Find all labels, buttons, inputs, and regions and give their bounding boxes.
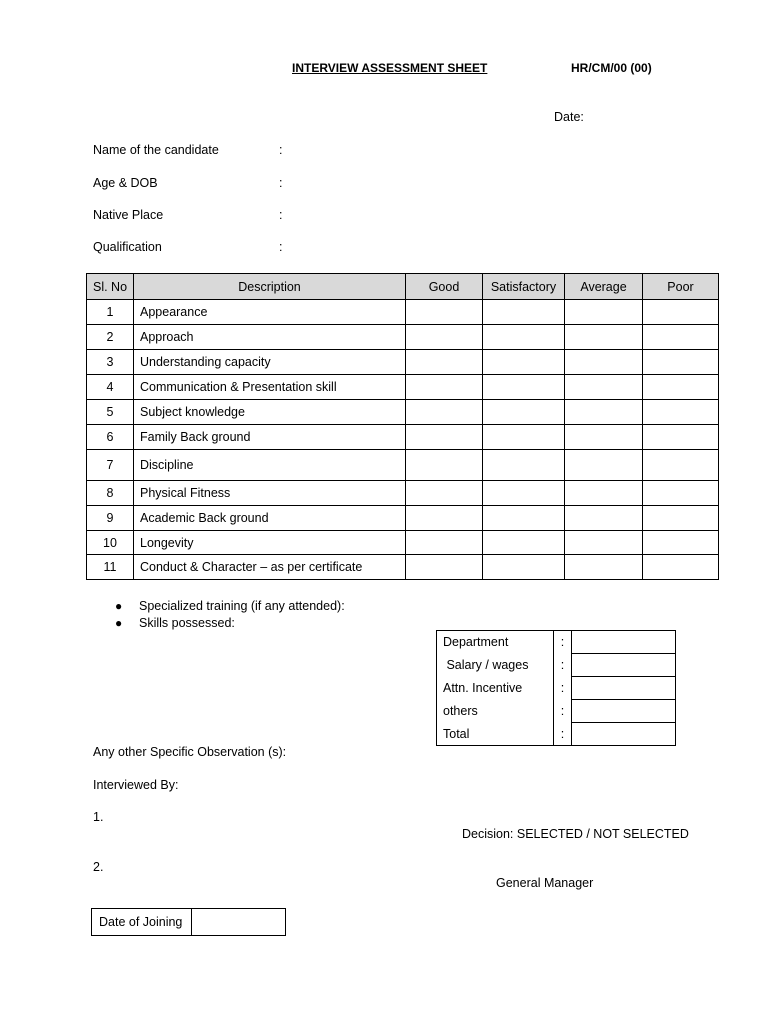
skills-possessed-label: Skills possessed: [139,615,235,630]
table-row [87,506,719,531]
rating-cell-average[interactable] [565,481,643,506]
row-description: Appearance [134,300,406,325]
col-header-poor: Poor [643,274,719,300]
rating-cell-poor[interactable] [643,375,719,400]
rating-cell-satisfactory[interactable] [483,400,565,425]
rating-cell-average[interactable] [565,506,643,531]
total-colon: : [554,723,572,746]
interviewed-by-label: Interviewed By: [93,778,179,792]
date-of-joining-field[interactable] [192,909,286,936]
rating-cell-poor[interactable] [643,450,719,481]
date-of-joining-label: Date of Joining [92,909,192,936]
native-place-label: Native Place [93,208,164,222]
row-number: 1 [87,300,134,325]
attn-incentive-colon: : [560,681,565,695]
table-row [87,300,719,325]
age-dob-colon: : [279,176,283,190]
rating-cell-satisfactory[interactable] [483,450,565,481]
rating-cell-poor[interactable] [643,350,719,375]
department-label: Department [437,631,554,654]
row-number: 6 [87,425,134,450]
salary-wages-label: Salary / wages [437,654,554,677]
row-number: 8 [87,481,134,506]
candidate-name-label: Name of the candidate [93,143,219,157]
rating-cell-average[interactable] [565,555,643,580]
rating-cell-average[interactable] [565,425,643,450]
table-row [87,450,719,481]
table-row [87,425,719,450]
rating-cell-average[interactable] [565,400,643,425]
department-field[interactable] [572,631,676,654]
bullet-icon: ● [115,615,123,630]
row-description: Conduct & Character – as per certificate [134,555,406,580]
rating-cell-good[interactable] [406,325,483,350]
candidate-name-colon: : [279,143,283,157]
rating-cell-satisfactory[interactable] [483,300,565,325]
list-item [115,614,345,631]
row-description: Physical Fitness [134,481,406,506]
salary-row-others [437,700,676,723]
table-row [87,375,719,400]
row-number: 7 [87,450,134,481]
row-description: Subject knowledge [134,400,406,425]
table-row [87,350,719,375]
col-header-good: Good [406,274,483,300]
bullet-icon: ● [115,598,123,613]
others-colon: : [560,704,565,718]
rating-cell-poor[interactable] [643,325,719,350]
native-place-colon: : [279,208,283,222]
decision-label: Decision: SELECTED / NOT SELECTED [462,827,689,841]
rating-cell-good[interactable] [406,450,483,481]
table-row [87,400,719,425]
rating-cell-average[interactable] [565,450,643,481]
row-number: 4 [87,375,134,400]
salary-wages-field[interactable] [572,654,676,677]
rating-cell-poor[interactable] [643,506,719,531]
salary-row-attn-incentive [437,677,676,700]
row-description: Family Back ground [134,425,406,450]
rating-cell-satisfactory[interactable] [483,555,565,580]
interviewer-1-label: 1. [93,810,104,824]
specialized-training-label: Specialized training (if any attended): [139,598,345,613]
rating-cell-good[interactable] [406,350,483,375]
interviewer-2-label: 2. [93,860,104,874]
rating-cell-good[interactable] [406,375,483,400]
row-number: 10 [87,531,134,555]
row-description: Approach [134,325,406,350]
rating-cell-satisfactory[interactable] [483,350,565,375]
col-header-sl-no: Sl. No [87,274,134,300]
row-number: 3 [87,350,134,375]
salary-row-department [437,631,676,654]
rating-cell-average[interactable] [565,350,643,375]
attn-incentive-field[interactable] [572,677,676,700]
salary-row-salary-wages [437,654,676,677]
rating-cell-poor[interactable] [643,300,719,325]
table-row [87,481,719,506]
row-number: 9 [87,506,134,531]
salary-row-total [437,723,676,746]
attn-incentive-label: Attn. Incentive [437,677,554,700]
others-field[interactable] [572,700,676,723]
assessment-header-row [87,274,719,300]
rating-cell-good[interactable] [406,400,483,425]
rating-cell-satisfactory[interactable] [483,425,565,450]
rating-cell-average[interactable] [565,531,643,555]
rating-cell-satisfactory[interactable] [483,506,565,531]
row-number: 11 [87,555,134,580]
row-description: Understanding capacity [134,350,406,375]
rating-cell-poor[interactable] [643,425,719,450]
rating-cell-good[interactable] [406,300,483,325]
rating-cell-average[interactable] [565,300,643,325]
rating-cell-poor[interactable] [643,555,719,580]
table-row [87,325,719,350]
assessment-table [86,273,719,580]
rating-cell-poor[interactable] [643,481,719,506]
row-description: Discipline [134,450,406,481]
rating-cell-satisfactory[interactable] [483,375,565,400]
table-row [87,555,719,580]
row-number: 5 [87,400,134,425]
rating-cell-good[interactable] [406,481,483,506]
document-code: HR/CM/00 (00) [571,61,652,75]
observation-label: Any other Specific Observation (s): [93,745,287,759]
row-number: 2 [87,325,134,350]
row-description: Longevity [134,531,406,555]
date-of-joining-table [91,908,286,936]
rating-cell-average[interactable] [565,325,643,350]
rating-cell-good[interactable] [406,531,483,555]
rating-cell-good[interactable] [406,506,483,531]
bullet-list [115,597,345,631]
qualification-label: Qualification [93,240,162,254]
rating-cell-good[interactable] [406,425,483,450]
salary-table [436,630,676,746]
list-item [115,597,345,614]
sheet-title: INTERVIEW ASSESSMENT SHEET [292,61,488,75]
total-label: Total [437,723,554,746]
table-row [87,531,719,555]
general-manager-label: General Manager [496,876,594,890]
rating-cell-poor[interactable] [643,400,719,425]
date-label: Date: [554,110,584,124]
salary-wages-colon: : [560,658,565,672]
rating-cell-good[interactable] [406,555,483,580]
rating-cell-average[interactable] [565,375,643,400]
rating-cell-satisfactory[interactable] [483,531,565,555]
qualification-colon: : [279,240,283,254]
rating-cell-satisfactory[interactable] [483,325,565,350]
rating-cell-satisfactory[interactable] [483,481,565,506]
row-description: Academic Back ground [134,506,406,531]
col-header-satisfactory: Satisfactory [483,274,565,300]
row-description: Communication & Presentation skill [134,375,406,400]
rating-cell-poor[interactable] [643,531,719,555]
age-dob-label: Age & DOB [93,176,158,190]
col-header-description: Description [134,274,406,300]
others-label: others [437,700,554,723]
department-colon: : [554,631,572,654]
col-header-average: Average [565,274,643,300]
total-field[interactable] [572,723,676,746]
